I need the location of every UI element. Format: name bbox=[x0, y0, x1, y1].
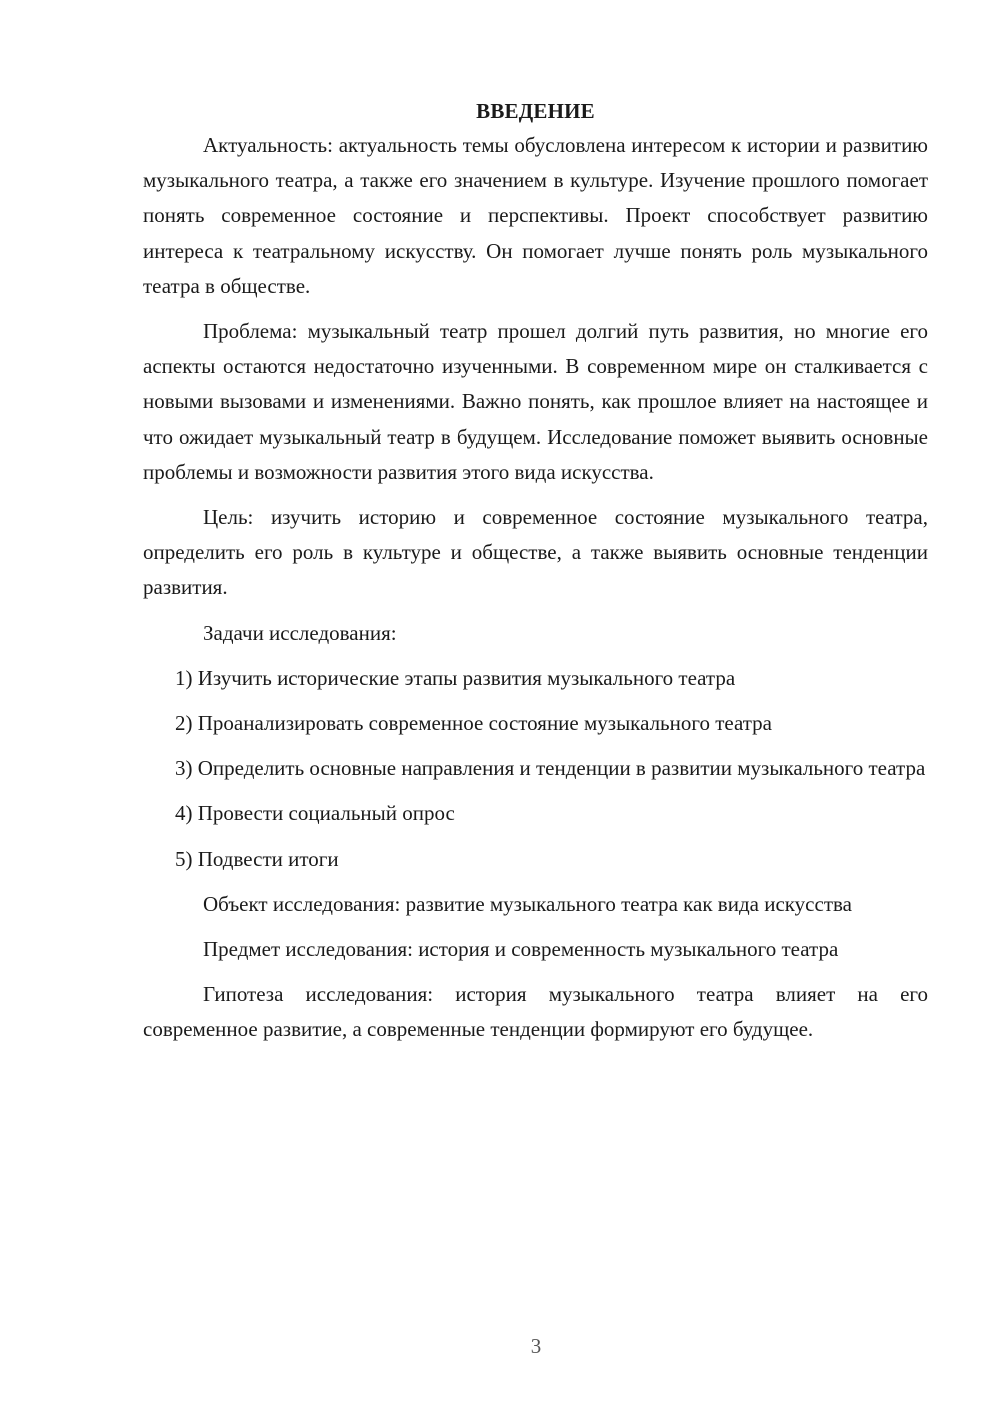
list-item: 1) Изучить исторические этапы развития музыкального театра bbox=[175, 665, 736, 690]
page-number: 3 bbox=[530, 1334, 542, 1358]
problem-paragraph: Проблема: музыкальный театр прошел долгий путь развития, но многие его аспекты остаются недостаточно изученными. В современном мире он сталкивается с новыми вызовами и изменениями. Важно понять, как прошлое влияет на настоящее и что ожидает музыкальный театр в будущем. Исследование поможет выявить основные проблемы и возможности развития этого вида искусства. bbox=[143, 319, 928, 484]
relevance-paragraph: Актуальность: актуальность темы обусловлена интересом к истории и развитию музыкального театра, а также его значением в культуре. Изучение прошлого помогает понять современное состояние и перспективы. Проект способствует развитию интереса к театральному искусству. Он помогает лучше понять роль музыкального театра в обществе. bbox=[143, 133, 928, 298]
hypothesis-paragraph: Гипотеза исследования: история музыкального театра влияет на его современное развитие, а современные тенденции формируют его будущее. bbox=[143, 982, 928, 1042]
list-item: 5) Подвести итоги bbox=[175, 846, 339, 871]
goal-paragraph: Цель: изучить историю и современное состояние музыкального театра, определить его роль в культуре и обществе, а также выявить основные тенденции развития. bbox=[143, 505, 928, 600]
tasks-heading: Задачи исследования: bbox=[203, 620, 397, 645]
list-item: 4) Провести социальный опрос bbox=[175, 801, 455, 826]
list-item: 2) Проанализировать современное состояние музыкального театра bbox=[175, 711, 772, 736]
document-page bbox=[143, 94, 928, 1058]
page-title: ВВЕДЕНИЕ bbox=[476, 99, 595, 123]
tasks-list bbox=[143, 661, 928, 877]
list-item: 3) Определить основные направления и тенденции в развитии музыкального театра bbox=[175, 756, 926, 781]
object-paragraph: Объект исследования: развитие музыкального театра как вида искусства bbox=[203, 891, 852, 916]
subject-paragraph: Предмет исследования: история и современность музыкального театра bbox=[203, 937, 839, 962]
